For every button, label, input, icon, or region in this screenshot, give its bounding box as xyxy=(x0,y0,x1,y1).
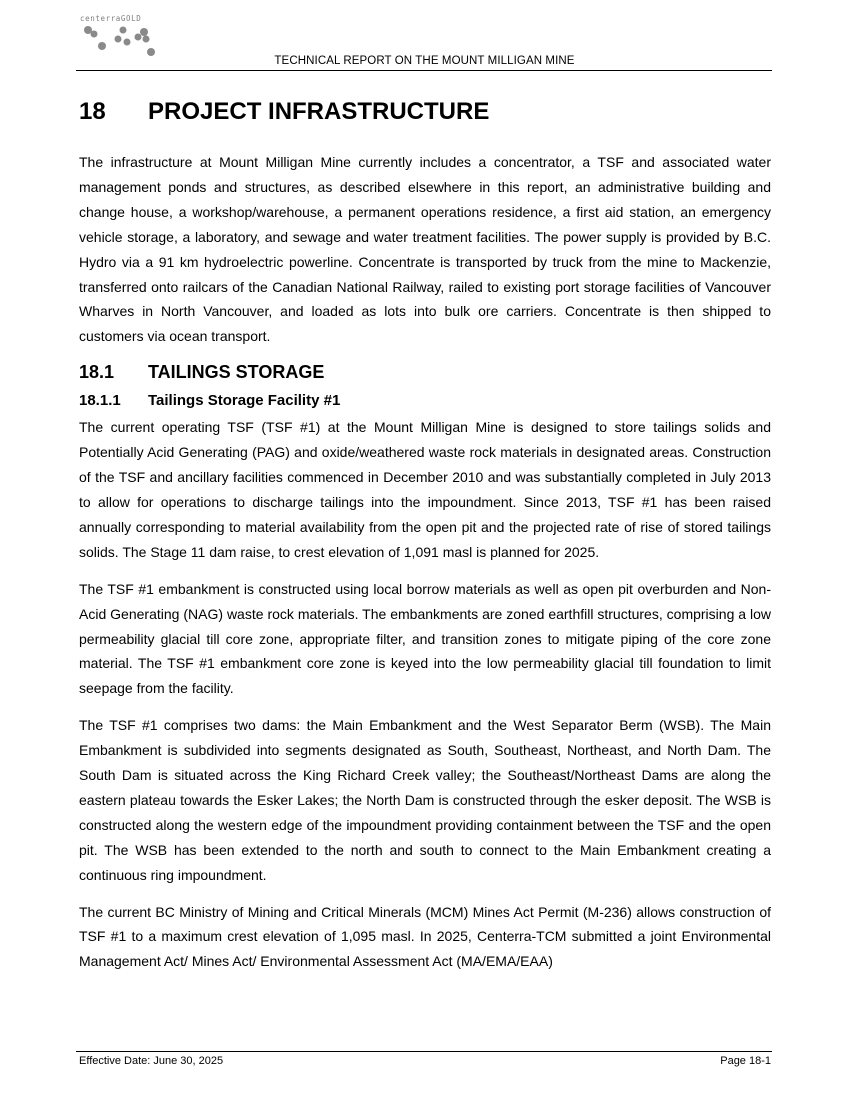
subsection-number: 18.1 xyxy=(79,362,115,383)
section-title: PROJECT INFRASTRUCTURE xyxy=(148,98,490,125)
body-paragraph: The TSF #1 comprises two dams: the Main Embankment and the West Separator Berm (WSB). The Main Embankment is subdivided into segments designated as South, Southeast, Northeast, and North Dam. The South Dam is situated across the King Richard Creek valley; the Southeast/Northeast Dams are along the eastern plateau towards the Esker Lakes; the North Dam is constructed through the esker deposit. The WSB is constructed along the western edge of the impoundment providing containment between the TSF and the open pit. The WSB has been extended to the north and south to connect to the Main Embankment creating a continuous ring impoundment. xyxy=(79,717,771,883)
header-divider xyxy=(76,70,772,71)
subsubsection-number: 18.1.1 xyxy=(79,392,121,410)
subsection-heading xyxy=(79,362,771,383)
page-content xyxy=(79,98,771,986)
subsection-title: TAILINGS STORAGE xyxy=(148,362,325,383)
body-paragraph: The current BC Ministry of Mining and Critical Minerals (MCM) Mines Act Permit (M-236) allows construction of TSF #1 to a maximum crest elevation of 1,095 masl. In 2025, Centerra-TCM submitted a joint Environmental Management Act/ Mines Act/ Environmental Assessment Act (MA/EMA/EAA) xyxy=(79,903,771,970)
footer-effective-date: Effective Date: June 30, 2025 xyxy=(79,1055,224,1067)
body-paragraph: The TSF #1 embankment is constructed using local borrow materials as well as open pit overburden and Non-Acid Generating (NAG) waste rock materials. The embankments are zoned earthfill structures, comprising a low permeability glacial till core zone, appropriate filter, and transition zones to mitigate piping of the core zone material. The TSF #1 embankment core zone is keyed into the low permeability glacial till foundation to limit seepage from the facility. xyxy=(79,580,771,697)
section-number: 18 xyxy=(79,98,106,125)
section-heading xyxy=(79,98,771,126)
section-intro-paragraph: The infrastructure at Mount Milligan Mine currently includes a concentrator, a TSF and associated water management ponds and structures, as described elsewhere in this report, an administrative building and change house, a workshop/warehouse, a permanent operations residence, a first aid station, an emergency vehicle storage, a laboratory, and sewage and water treatment facilities. The power supply is provided by B.C. Hydro via a 91 km hydroelectric powerline. Concentrate is transported by truck from the mine to Mackenzie, transferred onto railcars of the Canadian National Railway, railed to existing port storage facilities of Vancouver Wharves in North Vancouver, and loaded as lots into bulk ore carriers. Concentrate is then shipped to customers via ocean transport. xyxy=(79,154,771,345)
report-header-title: TECHNICAL REPORT ON THE MOUNT MILLIGAN MINE xyxy=(274,55,575,67)
subsubsection-heading xyxy=(79,392,771,409)
footer-divider xyxy=(76,1051,772,1052)
subsubsection-title: Tailings Storage Facility #1 xyxy=(148,392,341,410)
body-paragraph: The current operating TSF (TSF #1) at the Mount Milligan Mine is designed to store tailings solids and Potentially Acid Generating (PAG) and oxide/weathered waste rock materials in designated areas. Construction of the TSF and ancillary facilities commenced in December 2010 and was substantially completed in July 2013 to allow for operations to discharge tailings into the impoundment. Since 2013, TSF #1 has been raised annually corresponding to material availability from the open pit and the projected rate of rise of stored tailings solids. The Stage 11 dam raise, to crest elevation of 1,091 masl is planned for 2025. xyxy=(79,419,771,560)
logo-wordmark: centerraGOLD xyxy=(80,14,142,23)
footer-page-number: Page 18-1 xyxy=(720,1055,771,1067)
